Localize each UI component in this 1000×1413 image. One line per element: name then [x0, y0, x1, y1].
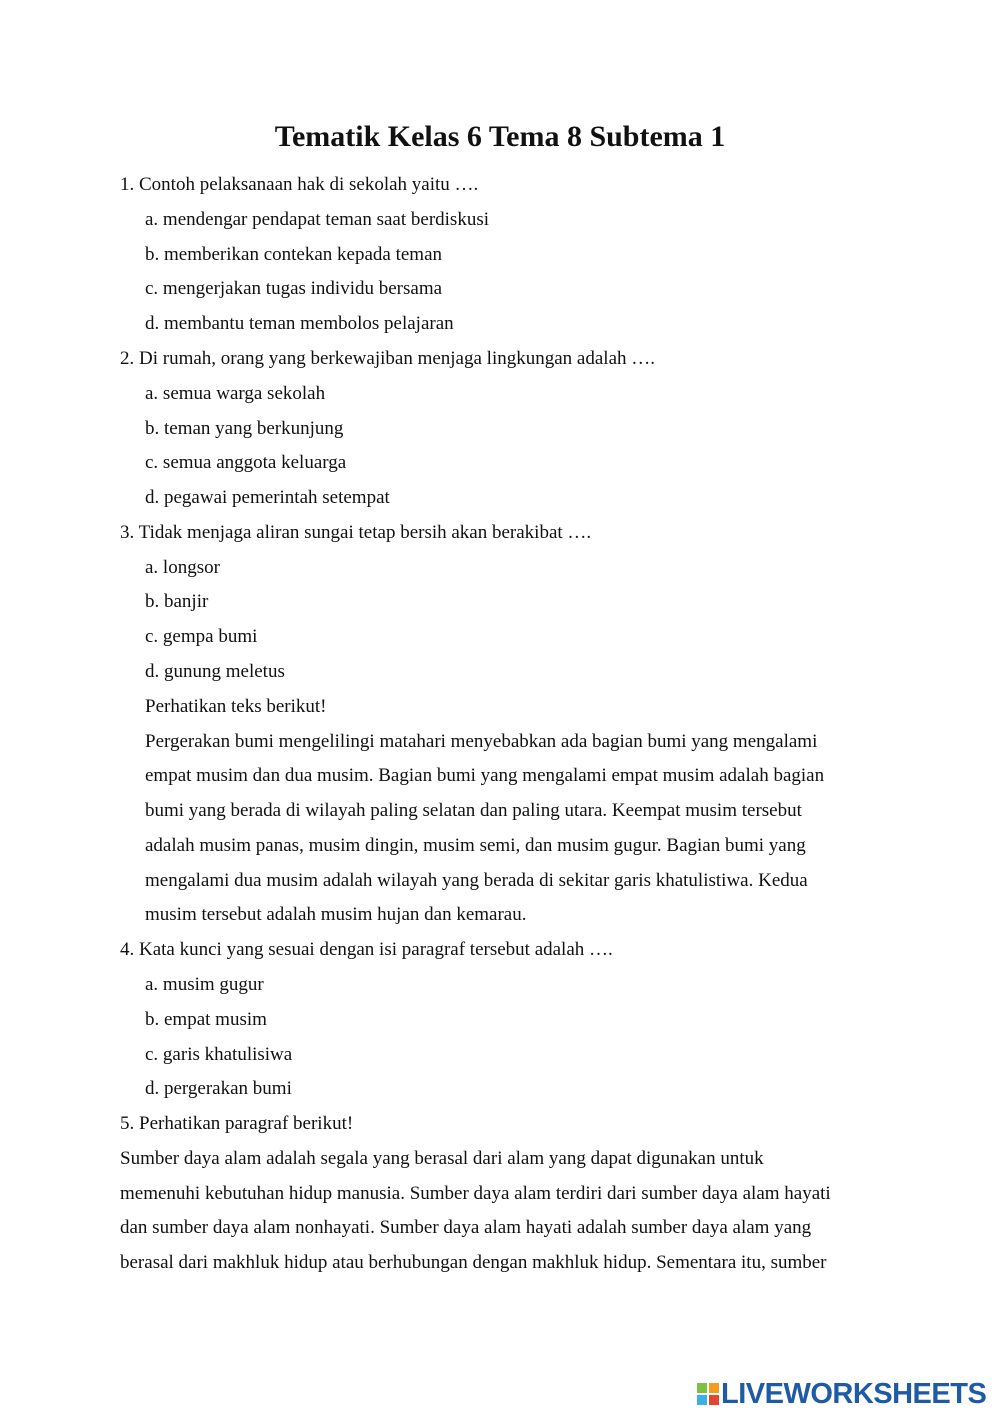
question-4-option-d: d. pergerakan bumi — [145, 1078, 292, 1099]
liveworksheets-logo — [697, 1376, 986, 1412]
passage-1-line: Pergerakan bumi mengelilingi matahari menyebabkan ada bagian bumi yang mengalami — [145, 731, 818, 752]
question-4: 4. Kata kunci yang sesuai dengan isi paragraf tersebut adalah …. — [120, 939, 613, 960]
question-1-option-a: a. mendengar pendapat teman saat berdiskusi — [145, 209, 489, 230]
question-1: 1. Contoh pelaksanaan hak di sekolah yaitu …. — [120, 174, 479, 195]
question-2-option-b: b. teman yang berkunjung — [145, 418, 344, 439]
question-4-option-c: c. garis khatulisiwa — [145, 1044, 293, 1065]
passage-1-line: musim tersebut adalah musim hujan dan kemarau. — [145, 904, 527, 925]
passage-2-line: dan sumber daya alam nonhayati. Sumber daya alam hayati adalah sumber daya alam yang — [120, 1217, 812, 1238]
question-2-option-d: d. pegawai pemerintah setempat — [145, 487, 390, 508]
passage-1-intro: Perhatikan teks berikut! — [145, 696, 327, 717]
liveworksheets-logo-icon — [697, 1383, 719, 1405]
question-5: 5. Perhatikan paragraf berikut! — [120, 1113, 354, 1134]
question-1-option-d: d. membantu teman membolos pelajaran — [145, 313, 454, 334]
passage-2-line: memenuhi kebutuhan hidup manusia. Sumber daya alam terdiri dari sumber daya alam hayati — [120, 1183, 831, 1204]
question-2-option-c: c. semua anggota keluarga — [145, 452, 347, 473]
passage-2-line: Sumber daya alam adalah segala yang berasal dari alam yang dapat digunakan untuk — [120, 1148, 764, 1169]
passage-1-line: adalah musim panas, musim dingin, musim semi, dan musim gugur. Bagian bumi yang — [145, 835, 806, 856]
question-3-option-b: b. banjir — [145, 591, 209, 612]
question-2-option-a: a. semua warga sekolah — [145, 383, 326, 404]
question-1-option-c: c. mengerjakan tugas individu bersama — [145, 278, 443, 299]
passage-1-line: mengalami dua musim adalah wilayah yang berada di sekitar garis khatulistiwa. Kedua — [145, 870, 808, 891]
question-4-option-b: b. empat musim — [145, 1009, 267, 1030]
question-3: 3. Tidak menjaga aliran sungai tetap bersih akan berakibat …. — [120, 522, 592, 543]
passage-1-line: bumi yang berada di wilayah paling selatan dan paling utara. Keempat musim tersebut — [145, 800, 802, 821]
page-title: Tematik Kelas 6 Tema 8 Subtema 1 — [274, 120, 726, 153]
question-3-option-d: d. gunung meletus — [145, 661, 285, 682]
passage-2-line: berasal dari makhluk hidup atau berhubungan dengan makhluk hidup. Sementara itu, sumber — [120, 1252, 827, 1273]
passage-1-line: empat musim dan dua musim. Bagian bumi yang mengalami empat musim adalah bagian — [145, 765, 825, 786]
question-1-option-b: b. memberikan contekan kepada teman — [145, 244, 443, 265]
question-3-option-a: a. longsor — [145, 557, 220, 578]
question-4-option-a: a. musim gugur — [145, 974, 264, 995]
question-3-option-c: c. gempa bumi — [145, 626, 258, 647]
question-2: 2. Di rumah, orang yang berkewajiban menjaga lingkungan adalah …. — [120, 348, 655, 369]
logo-text: LIVEWORKSHEETS — [721, 1377, 987, 1410]
